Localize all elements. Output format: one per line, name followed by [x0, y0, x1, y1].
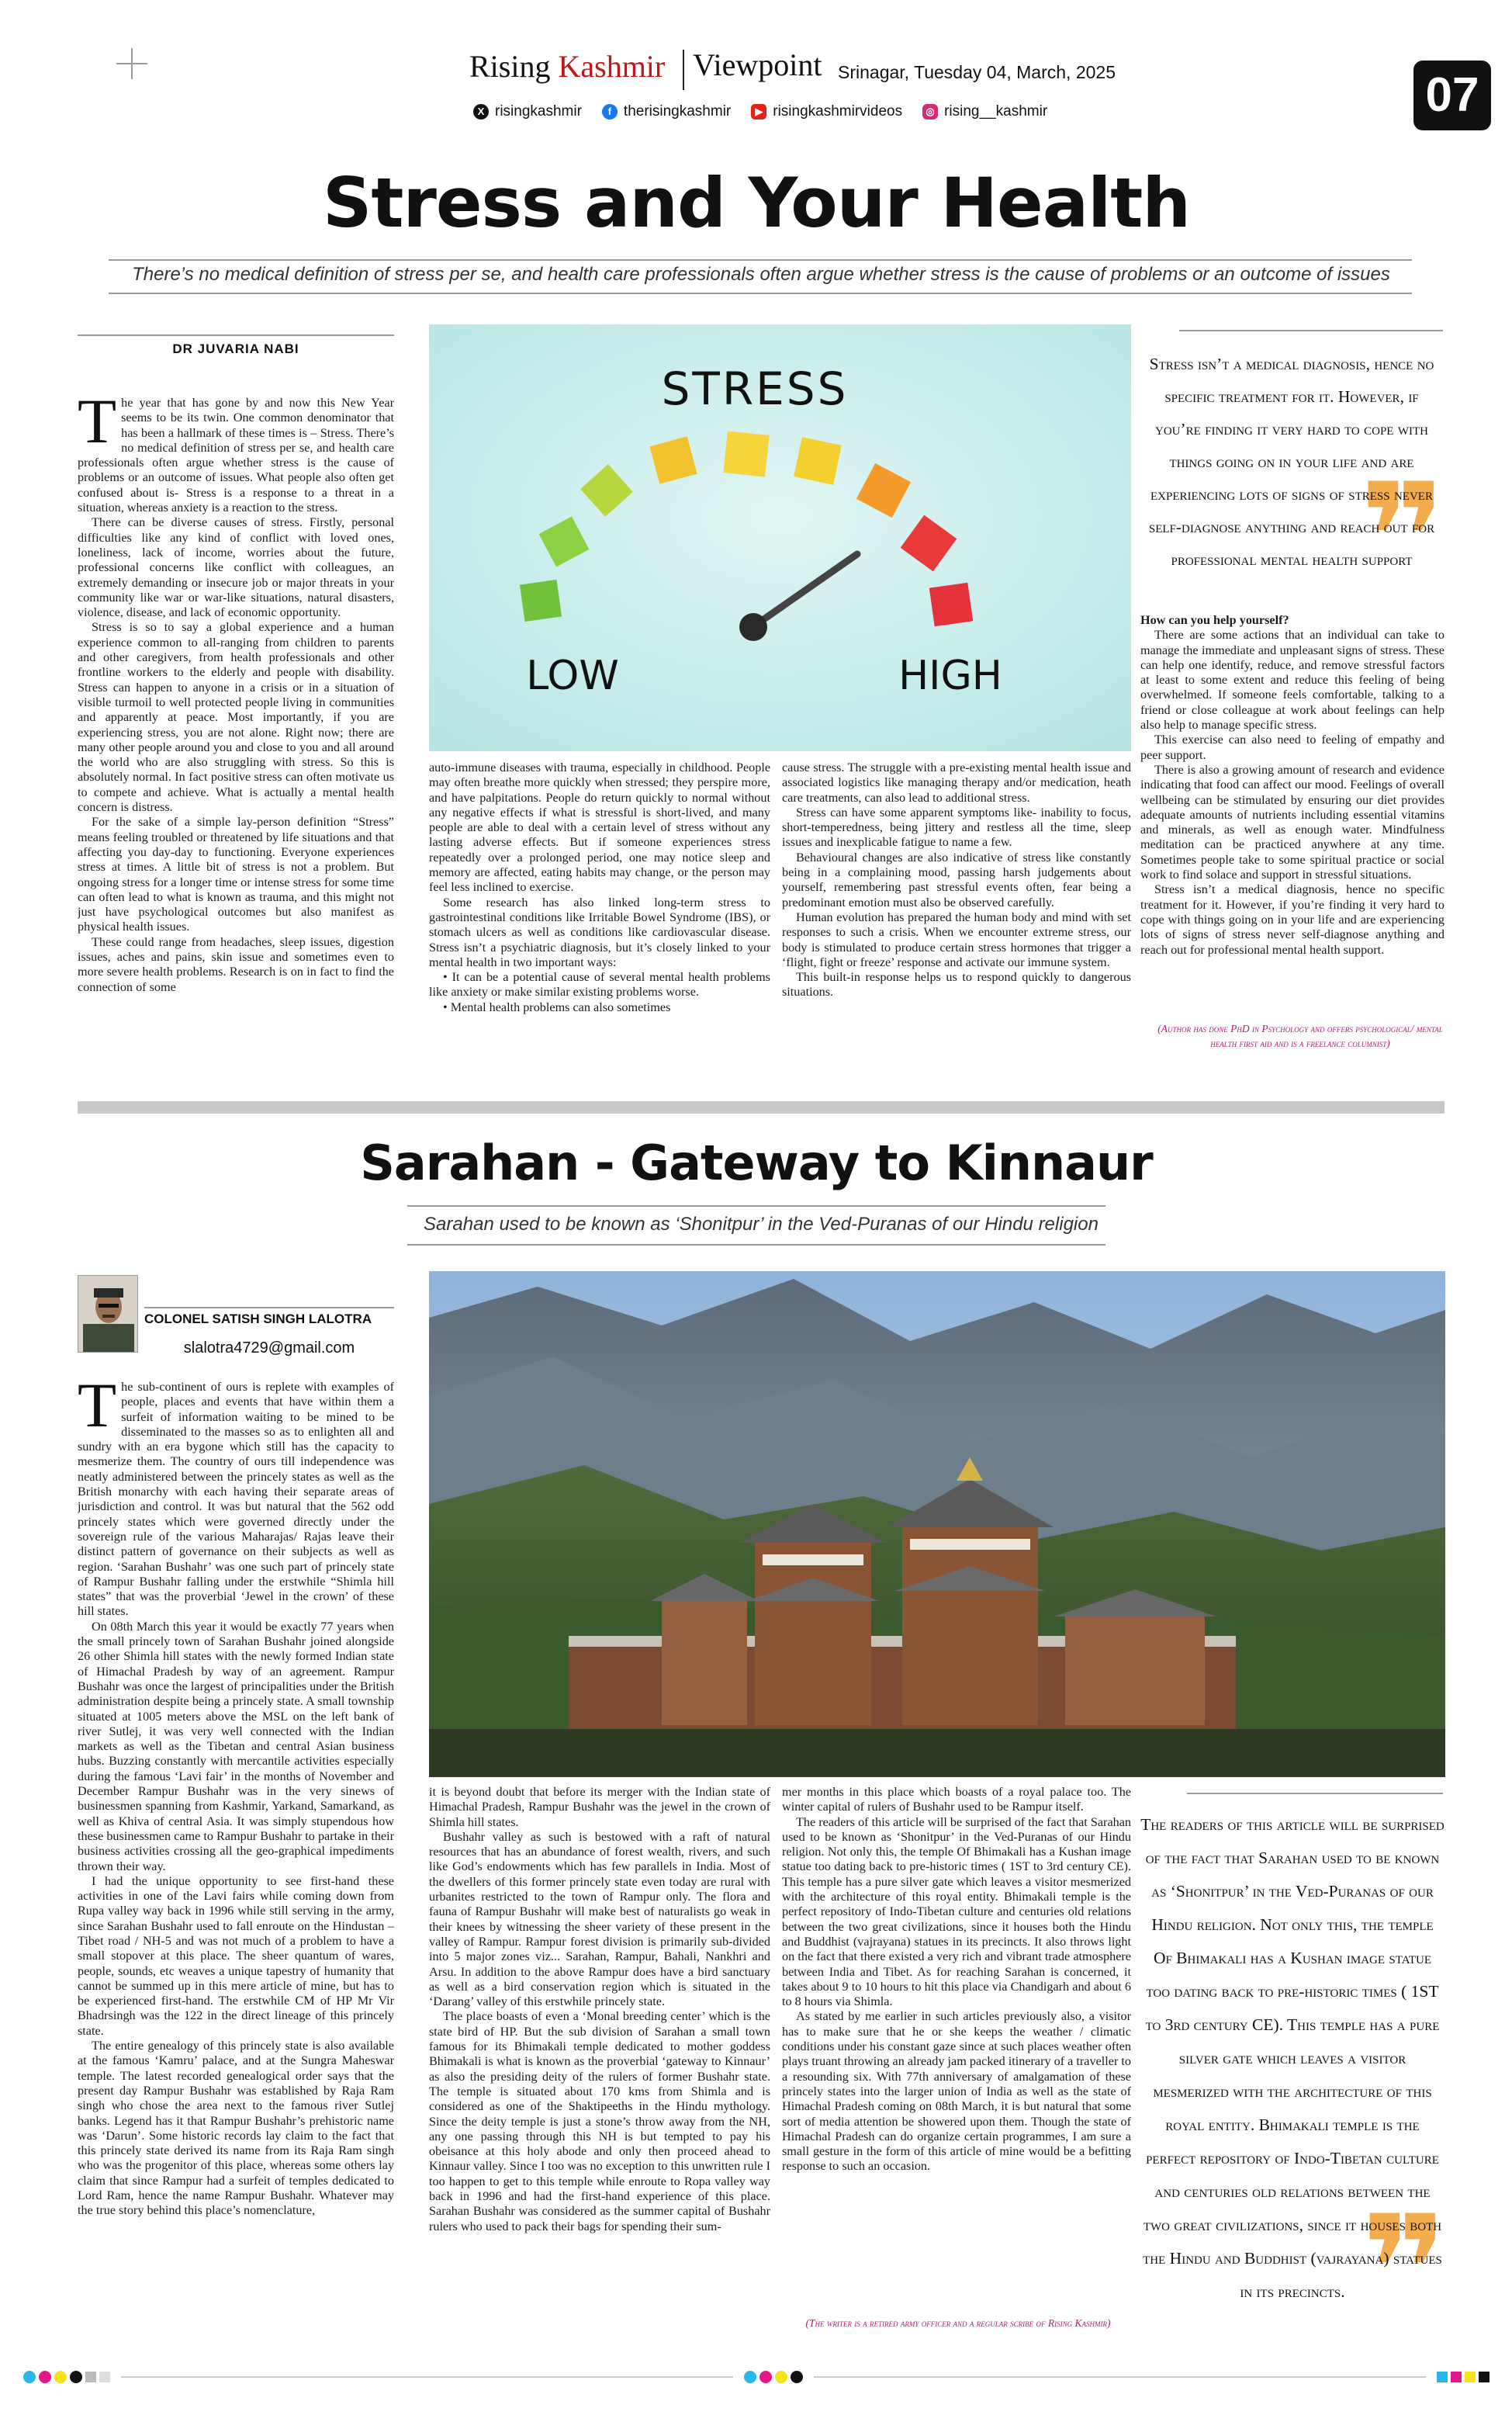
strap-rule-top [109, 259, 1412, 261]
article2-column-2 [429, 1785, 770, 2355]
social-links [473, 103, 1047, 120]
bullet-item: • It can be a potential cause of several mental health problems like anxiety or make similar existing problems worse. [429, 970, 770, 1000]
brand-name: Rising [469, 49, 559, 84]
paragraph: mer months in this place which boasts of a royal palace too. The winter capital of rulers of Bushahr used to be Rampur itself. [782, 1785, 1131, 1814]
black-swatch [70, 2371, 82, 2383]
paragraph: There can be diverse causes of stress. Firstly, personal difficulties like any kind of conflict with loved ones, loneliness, lack of income, worries about the future, professional concerns like conflict with colleagues, an extremely demanding or insecure job or major threats in your community like war or war-like situations, natural disasters, violence, disease, and lack of economic opportunity. [78, 515, 394, 620]
gauge-high-label: HIGH [898, 653, 1002, 699]
strap-stress: There’s no medical definition of stress per se, and health care professionals often argue whether stress is the cause of problems or an outcome of issues [132, 264, 1390, 285]
instagram-icon: ◎ [922, 104, 938, 120]
masthead-divider [683, 50, 684, 90]
social-handle: therisingkashmir [623, 103, 732, 120]
article2-column-3 [782, 1785, 1131, 2297]
article1-column-2 [429, 761, 770, 1075]
magenta-swatch [1451, 2372, 1462, 2382]
pullquote-rule [1179, 330, 1443, 331]
social-facebook[interactable] [602, 103, 731, 120]
stress-gauge-image [429, 324, 1131, 751]
article1-column-3 [782, 761, 1131, 1075]
paragraph: These could range from headaches, sleep issues, digestion issues, aches and pains, skin issue and sometimes even to more severe health problems. Research is on in fact to find the connection of some [78, 934, 394, 994]
paragraph: he year that has gone by and now this New Year seems to be its twin. One common denominator that has been a hallmark of these times is – Stress. There’s no medical definition of stress per se, and health care professionals often argue whether stress is the cause of problems or an outcome of issues. What people also often get confused about is- Stress is a response to a threat in a situation, whereas anxiety is a reaction to the stress. [78, 396, 394, 515]
dropcap: T [78, 396, 117, 456]
pullquote-sarahan [1140, 1808, 1448, 2355]
byline: DR JUVARIA NABI [172, 341, 299, 356]
paragraph: Stress isn’t a medical diagnosis, hence no specific treatment for it. However, if you’re finding it very hard to cope with things going on in your life and are experiencing lots of signs of stress never self-diagnose anything and reach out for professional mental health support. [1140, 882, 1445, 957]
author-photo [78, 1275, 138, 1353]
gauge-low-label: LOW [526, 653, 619, 699]
author-credit: (The writer is a retired army officer and a regular scribe of Rising Kashmir) [805, 2317, 1111, 2329]
pullquote-rule [1187, 1793, 1443, 1794]
gray-swatch [85, 2372, 96, 2382]
paragraph: There are some actions that an individual can take to manage the immediate and unpleasant signs of stress. These can help one identify, reduce, and remove stressful factors at least to some extent and reduce this feeling of being overwhelmed. If someone feels comfortable, talking to a friend or close colleague at work about feelings can help also help to manage specific stress. [1140, 628, 1445, 733]
registration-mark-icon [116, 48, 147, 79]
x-icon: X [473, 104, 489, 120]
social-handle: risingkashmir [495, 103, 582, 120]
paragraph: Some research has also linked long-term stress to gastrointestinal conditions like Irritable Bowel Syndrome (IBS), or stomach ulcers as well as conditions like cardiovascular disease. Stress isn’t a psychiatric diagnosis, but it’s closely linked to your mental health in two important ways: [429, 895, 770, 969]
strap-sarahan: Sarahan used to be known as ‘Shonitpur’ in the Ved-Puranas of our Hindu religion [424, 1214, 1099, 1235]
article1-column-1 [78, 396, 394, 1094]
paragraph: cause stress. The struggle with a pre-existing mental health issue and associated logistics like managing therapy and/or medication, heath care treatments, can also lead to additional stress. [782, 761, 1131, 805]
article1-column-4 [1140, 613, 1445, 1032]
paragraph: The place boasts of even a ‘Monal breeding center’ which is the state bird of HP. But the sub division of Sarahan a small town famous for its Bhimakali temple dedicated to mother goddess Bhimakali is what is known as the proverbial ‘gateway to Kinnaur’ as also the presiding deity of the rulers of former Bushahr state. The temple is situated about 170 kms from Shimla and is considered as one of the Shaktipeeths in the Hindu mythology. Since the deity temple is just a stone’s throw away from the NH, any one passing through this NH is but tempted to pay his obeisance at this holy abode and only then proceed ahead to Kinnaur valley. Since I too was no exception to this unwritten rule I too happen to get to this temple while enroute to Ropa valley way back in 1996 and had the first-hand experience of this place. Sarahan Bushahr was considered as the summer capital of Bushahr rulers who used to pack their bags for spending their sum- [429, 2009, 770, 2233]
facebook-icon: f [602, 104, 618, 120]
page-number: 07 [1413, 61, 1491, 130]
paragraph: Stress is so to say a global experience and a human experience common to all-ranging from children to parents and other caregivers, from health professionals and other frontline workers to the elderly and people with disability. Stress can happen to anyone in a crisis or in a situation of visible turmoil to well protected people living in communities and apparently at peace. Most importantly, if you are experiencing stress, you are not alone. Right now; there are many other people around you and close to you and all around the world who are also struggling with stress. So this is absolutely normal. In fact positive stress can often motivate us to compete and achieve. What is actually a mental health concern is distress. [78, 620, 394, 815]
paragraph: I had the unique opportunity to see first-hand these activities in one of the Lavi fairs while coming down from Rupa valley way back in 1996 while still serving in the army, since Sarahan Bushahr used to fall enroute on the Hindustan –Tibet road / NH-5 and was not much of a problem to have a small stopover at this place. The sheer quantum of wares, people, sounds, etc weaves a unique tapestry of humanity that cannot be summed up in this mere article of mine, but has to be experienced first-hand. The erstwhile CM of HP Mr Vir Bhadrsingh was the 122 in the direct lineage of this princely state. [78, 1873, 394, 2038]
cyan-swatch [23, 2371, 36, 2383]
youtube-icon: ▶ [751, 104, 766, 120]
social-x[interactable] [473, 103, 582, 120]
dropcap: T [78, 1380, 117, 1440]
gray-swatch [99, 2372, 110, 2382]
paragraph: On 08th March this year it would be exactly 77 years when the small princely town of Sarahan Bushahr joined alongside 26 other Shimla hill states with the newly formed Indian state of Himachal Pradesh by way of an agreement. Rampur Bushahr was once the largest of principalities under the British administration despite being a princely state. A small township situated at 1005 meters above the MSL on the left bank of river Sutlej, it was very well connected with the Indian markets as well as the Tibetan and central Asian business hubs. Buzzing constantly with mercantile activities especially during the famous ‘Lavi fair’ in the months of November and December Rampur Bushahr was in the very sinews of businessmen spanning from Kashmir, Yarkand, Samarkand, as well as Khiva of central Asia. It was simply stupendous how these businessmen came to Rampur Bushahr to partake in their business activities crossing all the geo-graphical impediments thrown their way. [78, 1619, 394, 1873]
paragraph: Bushahr valley as such is bestowed with a raft of natural resources that has an abundance of forest wealth, rivers, and such like God’s endowments which has few parallels in India. Most of the dwellers of this former princely state even today are rural with urbanites restricted to the town of Rampur only. The flora and fauna of Rampur Bushahr will make best of naturalists go weak in their knees by witnessing the sheer variety of these present in the valley of Rampur. Rampur forest division is primarily sub-divided into 5 major zones viz... Sarahan, Rampur, Bahali, Nankhri and Arsu. In addition to the above Rampur does have a bird sanctuary as well as a bird conservation region which is situated in the ‘Darang’ valley of this erstwhile princely state. [429, 1829, 770, 2009]
byline-rule [78, 334, 394, 336]
gauge-pivot [739, 613, 767, 641]
paragraph: Behavioural changes are also indicative of stress like constantly being in a complaining mood, passing harsh judgements about yourself, remembering past stressful events often, fear being a predominant emotion must also be observed carefully. [782, 850, 1131, 910]
yellow-swatch [54, 2371, 67, 2383]
brand-accent: Kashmir [558, 49, 666, 84]
headline-sarahan: Sarahan - Gateway to Kinnaur [360, 1135, 1153, 1191]
cyan-swatch [744, 2371, 756, 2383]
paragraph: For the sake of a simple lay-person definition “Stress” means feeling troubled or threatened by life situations and that affecting you day-day to functioning. Everyone experiences stress at times. A little bit of stress is not a problem. But ongoing stress for a longer time or intense stress for some time can often lead to what is known as trauma, and this might not just have psychological outcomes but also manifest as physical health issues. [78, 815, 394, 934]
section-name: Viewpoint [693, 47, 822, 82]
paragraph: The entire genealogy of this princely state is also available at the famous ‘Kamru’ palace, and at the Sungra Maheswar temple. The latest recorded genealogical order says that the present day Rampur Bushahr was established by Raja Ram singh who chose the area next to the famous river Sutlej banks. Legend has it that Rampur Bushahr’s prehistoric name was ‘Darun’. Some historic records lay claim to the fact that this princely state derived its name from its Raja Ram singh who was the progenitor of this place, whereas some others lay claim that since Rampur had a surfeit of temples dedicated to Lord Ram, hence the name Rampur Bushahr. Whatever may the true story behind this place’s nomenclature, [78, 2039, 394, 2218]
gauge-title: STRESS [661, 362, 849, 415]
bullet-item: • Mental health problems can also sometimes [443, 1000, 671, 1014]
paragraph: The readers of this article will be surprised of the fact that Sarahan used to be known as ‘Shonitpur’ in the Ved-Puranas of our Hindu religion. Not only this, the temple Of Bhimakali has a Kushan image statue too dating back to pre-historic times ( 1ST to 3rd century CE). This temple has a pure silver gate which leaves a visitor mesmerized with the architecture of this royal entity. Bhimakali temple is the perfect repository of Indo-Tibetan culture and centuries old relations between the two great civilizations, since it houses both the Hindu and Buddhist (vajrayana) statues in its precincts. It also throws light on the fact that there existed a very rich and vibrant trade atmosphere between India and Tibet. As for reaching Sarahan is concerned, it takes about 9 to 10 hours to hit this place via Chandigarh and about 6 to 8 hours via Shimla. [782, 1814, 1131, 2009]
author-rule [144, 1307, 394, 1308]
quote-mark-icon: ❞ [1361, 2184, 1448, 2355]
paragraph: he sub-continent of ours is replete with examples of people, places and events that have within them a surfeit of information waiting to be mined to be disseminated to the masses so as to enlighten all and sundry with an era bygone which still has the capacity to mesmerize them. The country of ours till independence was neatly administered between the princely states as well as the British monarchy with each having their separate areas of jurisdiction and control. It was but natural that the 562 odd princely states which were governed directly under the sovereign rule of the various Maharajas/ Rajas leave their distinct pattern of governance on their subjects as well as region. ‘Sarahan Bushahr’ was one such part of princely state of Rampur Bushahr falling under the erstwhile “Shimla hill states” that was the proverbial ‘Jewel in the crown’ of these hill states. [78, 1380, 394, 1619]
color-bar-rule [121, 2376, 733, 2378]
paragraph: As stated by me earlier in such articles previously also, a visitor has to make sure that he or she keeps the weather / climatic conditions under his constant gaze since at such places weather often plays truant throwing an already jam packed itinerary of a traveller to a resounding six. With 77th anniversary of amalgamation of these princely states into the larger union of India as well as the state of Himachal Pradesh coming on 08th March, it is but natural that some sort of media attention be showered upon them. Though the state of Himachal Pradesh can do organize certain programmes, I am sure a small gesture in the form of this article of mine would be a befitting response to such an occasion. [782, 2009, 1131, 2174]
article2-column-1 [78, 1380, 394, 2348]
magenta-swatch [759, 2371, 772, 2383]
social-youtube[interactable] [751, 103, 902, 120]
color-bar-rule [814, 2376, 1426, 2378]
quote-mark-icon: ❞ [1359, 452, 1446, 623]
paragraph: There is also a growing amount of research and evidence indicating that food can affect our mood. Feelings of overall wellbeing can be stimulated by ensuring our diet provides adequate amounts of nutrients including essential vitamins and minerals, as well as enough water. Mindfulness meditation can be practiced anywhere at any time. Sometimes people take to some spiritual practice or social work to find solace and support in stressful situations. [1140, 762, 1445, 882]
paragraph: auto-immune diseases with trauma, especially in childhood. People may often breathe more quickly when stressed; they perspire more, and have palpitations. People do return quickly to normal without any negative effects if what is stressful is short-lived, and many people are able to deal with a certain level of stress without any lasting adverse effects. But if someone experiences stress repeatedly over a prolonged period, one may notice sleep and memory are affected, eating habits may change, or the person may feel less inclined to exercise. [429, 761, 770, 895]
strap-rule-bottom [109, 293, 1412, 294]
print-color-bar [23, 2368, 1490, 2386]
yellow-swatch [1465, 2372, 1476, 2382]
paragraph: This exercise can also need to feeling of empathy and peer support. [1140, 733, 1445, 762]
black-swatch [791, 2371, 803, 2383]
cyan-swatch [1437, 2372, 1448, 2382]
masthead [469, 48, 665, 85]
pullquote-text: Stress isn’t a medical diagnosis, hence no specific treatment for it. However, if you’re finding it very hard to cope with things going on in your life and are experiencing lots of signs of stress never self-diagnose anything and reach out for professional mental health support [1148, 355, 1435, 569]
author-credit: (Author has done PhD in Psychology and offers psychological/ mental health first aid and is a freelance columnist) [1157, 1023, 1443, 1049]
paragraph: This built-in response helps us to respond quickly to dangerous situations. [782, 970, 1131, 1000]
paragraph: it is beyond doubt that before its merger with the Indian state of Himachal Pradesh, Rampur Bushahr was the jewel in the crown of Shimla hill states. [429, 1785, 770, 1829]
dateline: Srinagar, Tuesday 04, March, 2025 [838, 62, 1116, 82]
subheading: How can you help yourself? [1140, 613, 1289, 627]
paragraph: Human evolution has prepared the human body and mind with set responses to such a crisis. When we encounter extreme stress, our body is stimulated to produce certain stress hormones that trigger a ‘flight, fight or freeze’ response and activate our immune system. [782, 910, 1131, 969]
paragraph: Stress can have some apparent symptoms like- inability to focus, short-temperedness, being jittery and restless all the time, sleep issues and inexplicable fatigue to name a few. [782, 805, 1131, 850]
strap-rule-top [407, 1205, 1105, 1207]
author-name: COLONEL SATISH SINGH LALOTRA [144, 1312, 372, 1326]
yellow-swatch [775, 2371, 787, 2383]
magenta-swatch [39, 2371, 51, 2383]
sarahan-temple-photo [429, 1271, 1445, 1777]
social-handle: risingkashmirvideos [773, 103, 903, 120]
article-separator [78, 1101, 1445, 1114]
headline-stress: Stress and Your Health [323, 163, 1190, 243]
social-instagram[interactable] [922, 103, 1047, 120]
pullquote-text: The readers of this article will be surprised of the fact that Sarahan used to be known as ‘Shonitpur’ in the Ved-Puranas of our Hindu religion. Not only this, the temple Of Bhimakali has a Kushan image statue too dating back to pre-historic times ( 1ST to 3rd century CE). This temple has a pure silver gate which leaves a visitor mesmerized with the architecture of this royal entity. Bhimakali temple is the perfect repository of Indo-Tibetan culture and centuries old relations between the two great civilizations, since it houses both the Hindu and Buddhist (vajrayana) statues in its precincts. [1140, 1815, 1445, 2301]
author-email[interactable]: slalotra4729@gmail.com [183, 1339, 355, 1357]
strap-rule-bottom [407, 1244, 1105, 1246]
black-swatch [1479, 2372, 1490, 2382]
social-handle: rising__kashmir [944, 103, 1048, 120]
